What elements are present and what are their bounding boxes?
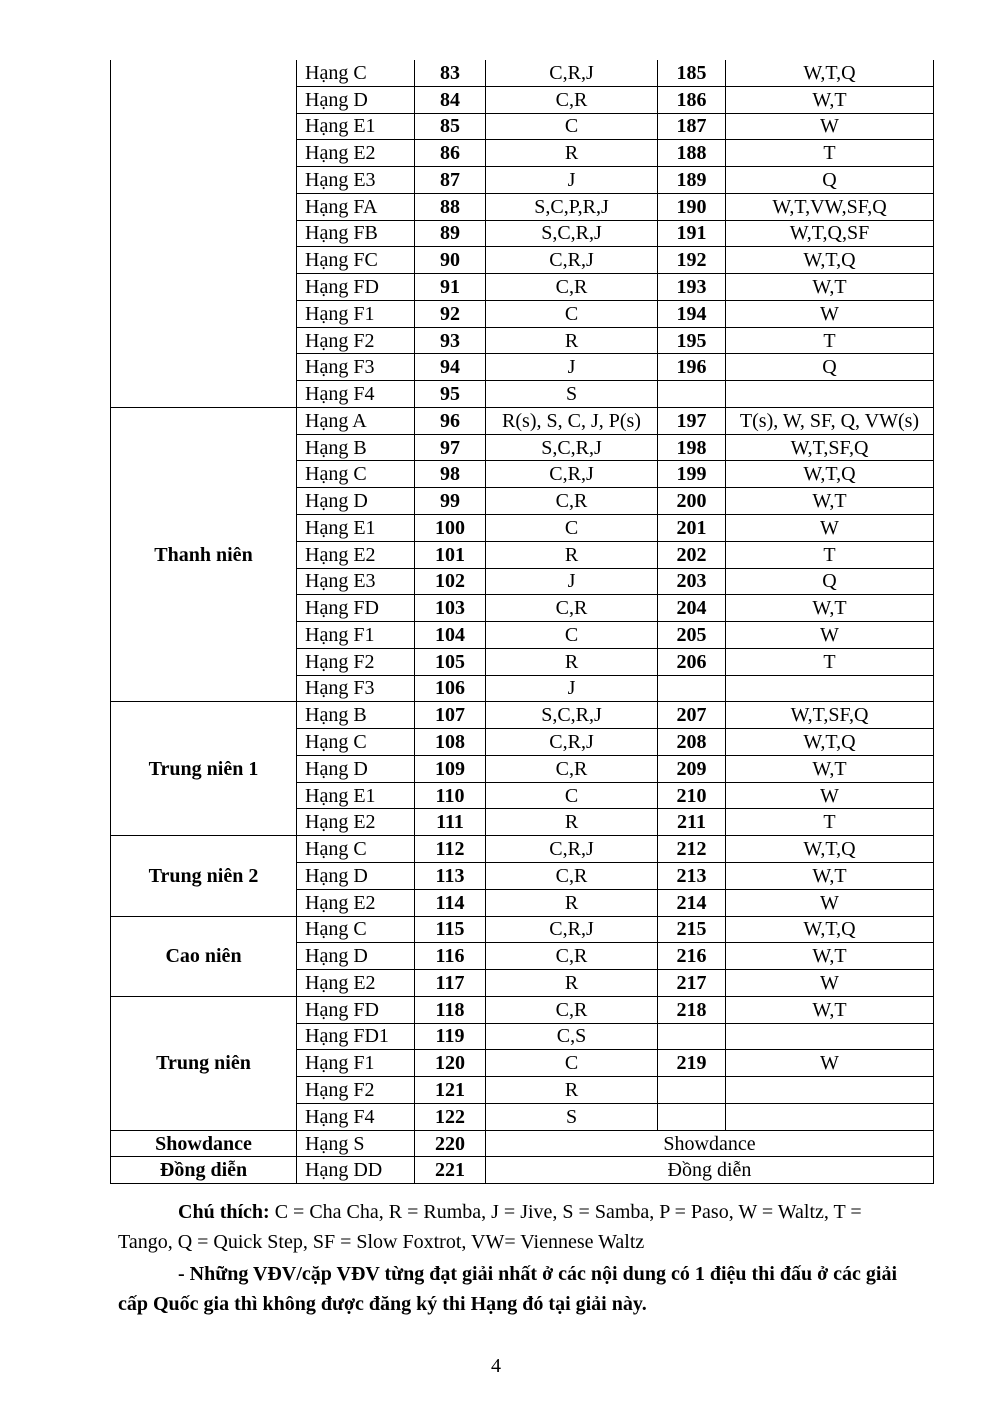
special-table-row bbox=[111, 1157, 934, 1184]
class-cell: Hạng D bbox=[297, 755, 415, 782]
standard-event-number: 197 bbox=[658, 407, 726, 434]
class-cell: Hạng F2 bbox=[297, 1077, 415, 1104]
class-cell: Hạng E2 bbox=[297, 140, 415, 167]
latin-event-number: 119 bbox=[415, 1023, 486, 1050]
latin-dances: C,R bbox=[486, 862, 658, 889]
class-cell: Hạng F1 bbox=[297, 1050, 415, 1077]
standard-event-number: 190 bbox=[658, 193, 726, 220]
latin-event-number: 101 bbox=[415, 541, 486, 568]
class-cell: Hạng F2 bbox=[297, 327, 415, 354]
latin-event-number: 104 bbox=[415, 622, 486, 649]
latin-dances: C,R bbox=[486, 996, 658, 1023]
latin-event-number: 92 bbox=[415, 300, 486, 327]
standard-dances: W bbox=[726, 622, 934, 649]
standard-event-number: 193 bbox=[658, 274, 726, 301]
latin-dances: S bbox=[486, 381, 658, 408]
age-group-cell: Trung niên bbox=[111, 996, 297, 1130]
standard-event-number: 187 bbox=[658, 113, 726, 140]
standard-event-number: 216 bbox=[658, 943, 726, 970]
standard-dances: T bbox=[726, 140, 934, 167]
class-cell: Hạng FD bbox=[297, 996, 415, 1023]
table-row bbox=[111, 916, 934, 943]
latin-dances: S,C,R,J bbox=[486, 220, 658, 247]
standard-dances bbox=[726, 1077, 934, 1104]
standard-dances: W,T,Q bbox=[726, 916, 934, 943]
latin-event-number: 106 bbox=[415, 675, 486, 702]
standard-event-number: 217 bbox=[658, 970, 726, 997]
class-cell: Hạng FD1 bbox=[297, 1023, 415, 1050]
competition-table-body bbox=[111, 60, 934, 1184]
latin-event-number: 85 bbox=[415, 113, 486, 140]
latin-event-number: 97 bbox=[415, 434, 486, 461]
latin-event-number: 105 bbox=[415, 648, 486, 675]
latin-event-number: 117 bbox=[415, 970, 486, 997]
standard-event-number: 196 bbox=[658, 354, 726, 381]
latin-event-number: 93 bbox=[415, 327, 486, 354]
latin-dances: S,C,R,J bbox=[486, 434, 658, 461]
standard-event-number: 209 bbox=[658, 755, 726, 782]
event-description: Đồng diễn bbox=[486, 1157, 934, 1184]
latin-dances: J bbox=[486, 167, 658, 194]
latin-dances: C bbox=[486, 515, 658, 542]
latin-dances: R bbox=[486, 648, 658, 675]
legend-label: Chú thích: bbox=[178, 1201, 270, 1223]
latin-event-number: 90 bbox=[415, 247, 486, 274]
class-cell: Hạng D bbox=[297, 488, 415, 515]
table-row bbox=[111, 702, 934, 729]
latin-dances: J bbox=[486, 354, 658, 381]
latin-event-number: 120 bbox=[415, 1050, 486, 1077]
standard-event-number bbox=[658, 1077, 726, 1104]
standard-dances: Q bbox=[726, 354, 934, 381]
standard-dances: W bbox=[726, 782, 934, 809]
age-group-cell: Thanh niên bbox=[111, 407, 297, 701]
latin-dances: R bbox=[486, 809, 658, 836]
standard-event-number: 205 bbox=[658, 622, 726, 649]
class-cell: Hạng E1 bbox=[297, 782, 415, 809]
latin-dances: C,R,J bbox=[486, 247, 658, 274]
standard-event-number bbox=[658, 381, 726, 408]
special-category-cell: Đồng diễn bbox=[111, 1157, 297, 1184]
latin-dances: C bbox=[486, 300, 658, 327]
class-cell: Hạng E1 bbox=[297, 113, 415, 140]
latin-dances: C,R bbox=[486, 86, 658, 113]
legend-text: C = Cha Cha, R = Rumba, J = Jive, S = Samba, P = Paso, W = Waltz, T = Tango, Q = Quick Step, SF = Slow Foxtrot, VW= Viennese Waltz bbox=[118, 1201, 862, 1253]
latin-dances: S bbox=[486, 1103, 658, 1130]
class-cell: Hạng E3 bbox=[297, 568, 415, 595]
class-cell: Hạng B bbox=[297, 434, 415, 461]
standard-dances: W,T,SF,Q bbox=[726, 702, 934, 729]
class-cell: Hạng F4 bbox=[297, 381, 415, 408]
class-cell: Hạng FD bbox=[297, 274, 415, 301]
standard-event-number: 203 bbox=[658, 568, 726, 595]
standard-dances: W,T bbox=[726, 488, 934, 515]
class-cell: Hạng C bbox=[297, 461, 415, 488]
latin-dances: C,R bbox=[486, 274, 658, 301]
latin-dances: C,R,J bbox=[486, 836, 658, 863]
standard-dances: W,T,Q bbox=[726, 461, 934, 488]
class-cell: Hạng E2 bbox=[297, 809, 415, 836]
standard-event-number: 192 bbox=[658, 247, 726, 274]
legend-note bbox=[118, 1197, 918, 1257]
standard-event-number: 198 bbox=[658, 434, 726, 461]
page-number: 4 bbox=[491, 1355, 501, 1377]
special-table-row bbox=[111, 1130, 934, 1157]
standard-dances: T bbox=[726, 809, 934, 836]
latin-dances: J bbox=[486, 675, 658, 702]
standard-event-number bbox=[658, 675, 726, 702]
latin-event-number: 112 bbox=[415, 836, 486, 863]
latin-dances: R bbox=[486, 140, 658, 167]
latin-event-number: 83 bbox=[415, 60, 486, 86]
standard-event-number: 212 bbox=[658, 836, 726, 863]
latin-event-number: 113 bbox=[415, 862, 486, 889]
standard-dances: W bbox=[726, 300, 934, 327]
latin-event-number: 118 bbox=[415, 996, 486, 1023]
standard-dances bbox=[726, 1023, 934, 1050]
standard-event-number: 213 bbox=[658, 862, 726, 889]
standard-dances bbox=[726, 1103, 934, 1130]
standard-event-number: 211 bbox=[658, 809, 726, 836]
standard-event-number: 214 bbox=[658, 889, 726, 916]
latin-dances: C,R bbox=[486, 488, 658, 515]
class-cell: Hạng F1 bbox=[297, 300, 415, 327]
standard-dances: W,T bbox=[726, 274, 934, 301]
class-cell: Hạng F3 bbox=[297, 354, 415, 381]
standard-dances: Q bbox=[726, 167, 934, 194]
age-group-cell: Cao niên bbox=[111, 916, 297, 996]
standard-event-number: 186 bbox=[658, 86, 726, 113]
latin-event-number: 121 bbox=[415, 1077, 486, 1104]
standard-event-number: 195 bbox=[658, 327, 726, 354]
class-cell: Hạng C bbox=[297, 60, 415, 86]
class-cell: Hạng F2 bbox=[297, 648, 415, 675]
latin-dances: C,R,J bbox=[486, 60, 658, 86]
latin-dances: R(s), S, C, J, P(s) bbox=[486, 407, 658, 434]
event-number: 220 bbox=[415, 1130, 486, 1157]
class-cell: Hạng D bbox=[297, 862, 415, 889]
standard-dances: W,T,Q,SF bbox=[726, 220, 934, 247]
class-cell: Hạng C bbox=[297, 836, 415, 863]
class-cell: Hạng D bbox=[297, 943, 415, 970]
latin-dances: R bbox=[486, 327, 658, 354]
latin-event-number: 87 bbox=[415, 167, 486, 194]
standard-event-number: 189 bbox=[658, 167, 726, 194]
latin-event-number: 94 bbox=[415, 354, 486, 381]
latin-dances: C,R bbox=[486, 595, 658, 622]
standard-dances: W bbox=[726, 1050, 934, 1077]
latin-event-number: 99 bbox=[415, 488, 486, 515]
standard-event-number: 185 bbox=[658, 60, 726, 86]
standard-dances: T bbox=[726, 327, 934, 354]
latin-event-number: 115 bbox=[415, 916, 486, 943]
latin-event-number: 111 bbox=[415, 809, 486, 836]
age-group-cell: Trung niên 1 bbox=[111, 702, 297, 836]
standard-event-number: 188 bbox=[658, 140, 726, 167]
latin-dances: C,R bbox=[486, 755, 658, 782]
standard-event-number: 202 bbox=[658, 541, 726, 568]
class-cell: Hạng F4 bbox=[297, 1103, 415, 1130]
latin-dances: R bbox=[486, 970, 658, 997]
class-cell: Hạng F1 bbox=[297, 622, 415, 649]
event-description: Showdance bbox=[486, 1130, 934, 1157]
latin-dances: C,S bbox=[486, 1023, 658, 1050]
standard-event-number bbox=[658, 1103, 726, 1130]
class-cell: Hạng E2 bbox=[297, 970, 415, 997]
latin-dances: C bbox=[486, 1050, 658, 1077]
standard-event-number: 194 bbox=[658, 300, 726, 327]
standard-dances: W bbox=[726, 113, 934, 140]
age-group-cell bbox=[111, 60, 297, 407]
class-cell: Hạng FC bbox=[297, 247, 415, 274]
latin-dances: C,R,J bbox=[486, 461, 658, 488]
rule-note: - Những VĐV/cặp VĐV từng đạt giải nhất ở các nội dung có 1 điệu thi đấu ở các giải cấp Quốc gia thì không được đăng ký thi Hạng đó tại giải này. bbox=[118, 1263, 898, 1315]
standard-dances bbox=[726, 381, 934, 408]
standard-event-number: 200 bbox=[658, 488, 726, 515]
standard-dances: T bbox=[726, 648, 934, 675]
standard-dances: W,T bbox=[726, 943, 934, 970]
latin-event-number: 122 bbox=[415, 1103, 486, 1130]
standard-dances: W,T bbox=[726, 86, 934, 113]
class-cell: Hạng FB bbox=[297, 220, 415, 247]
latin-event-number: 110 bbox=[415, 782, 486, 809]
class-cell: Hạng C bbox=[297, 729, 415, 756]
latin-dances: R bbox=[486, 889, 658, 916]
latin-dances: R bbox=[486, 541, 658, 568]
table-row bbox=[111, 996, 934, 1023]
latin-dances: S,C,P,R,J bbox=[486, 193, 658, 220]
latin-event-number: 95 bbox=[415, 381, 486, 408]
class-cell: Hạng E1 bbox=[297, 515, 415, 542]
latin-event-number: 96 bbox=[415, 407, 486, 434]
special-category-cell: Showdance bbox=[111, 1130, 297, 1157]
standard-event-number: 207 bbox=[658, 702, 726, 729]
competition-table bbox=[110, 60, 934, 1184]
standard-dances: W,T,VW,SF,Q bbox=[726, 193, 934, 220]
standard-dances: T(s), W, SF, Q, VW(s) bbox=[726, 407, 934, 434]
standard-dances: W,T,Q bbox=[726, 729, 934, 756]
class-cell: Hạng DD bbox=[297, 1157, 415, 1184]
latin-event-number: 88 bbox=[415, 193, 486, 220]
latin-event-number: 86 bbox=[415, 140, 486, 167]
standard-event-number bbox=[658, 1023, 726, 1050]
standard-event-number: 204 bbox=[658, 595, 726, 622]
standard-event-number: 218 bbox=[658, 996, 726, 1023]
standard-dances: W bbox=[726, 889, 934, 916]
latin-event-number: 108 bbox=[415, 729, 486, 756]
class-cell: Hạng F3 bbox=[297, 675, 415, 702]
standard-dances bbox=[726, 675, 934, 702]
class-cell: Hạng E2 bbox=[297, 889, 415, 916]
latin-dances: S,C,R,J bbox=[486, 702, 658, 729]
class-cell: Hạng D bbox=[297, 86, 415, 113]
standard-event-number: 208 bbox=[658, 729, 726, 756]
class-cell: Hạng E2 bbox=[297, 541, 415, 568]
table-row bbox=[111, 60, 934, 86]
standard-event-number: 201 bbox=[658, 515, 726, 542]
standard-event-number: 206 bbox=[658, 648, 726, 675]
latin-dances: R bbox=[486, 1077, 658, 1104]
latin-dances: C,R bbox=[486, 943, 658, 970]
standard-event-number: 219 bbox=[658, 1050, 726, 1077]
standard-dances: W,T bbox=[726, 755, 934, 782]
class-cell: Hạng FA bbox=[297, 193, 415, 220]
standard-event-number: 199 bbox=[658, 461, 726, 488]
latin-event-number: 107 bbox=[415, 702, 486, 729]
class-cell: Hạng C bbox=[297, 916, 415, 943]
latin-event-number: 100 bbox=[415, 515, 486, 542]
standard-dances: W,T,Q bbox=[726, 247, 934, 274]
latin-event-number: 102 bbox=[415, 568, 486, 595]
standard-event-number: 210 bbox=[658, 782, 726, 809]
latin-dances: C,R,J bbox=[486, 729, 658, 756]
event-number: 221 bbox=[415, 1157, 486, 1184]
latin-event-number: 89 bbox=[415, 220, 486, 247]
class-cell: Hạng E3 bbox=[297, 167, 415, 194]
latin-event-number: 98 bbox=[415, 461, 486, 488]
class-cell: Hạng B bbox=[297, 702, 415, 729]
standard-dances: W,T bbox=[726, 862, 934, 889]
standard-dances: W,T,Q bbox=[726, 60, 934, 86]
class-cell: Hạng FD bbox=[297, 595, 415, 622]
latin-dances: C bbox=[486, 782, 658, 809]
age-group-cell: Trung niên 2 bbox=[111, 836, 297, 916]
latin-dances: J bbox=[486, 568, 658, 595]
latin-dances: C bbox=[486, 113, 658, 140]
standard-dances: W,T,SF,Q bbox=[726, 434, 934, 461]
latin-event-number: 91 bbox=[415, 274, 486, 301]
standard-event-number: 191 bbox=[658, 220, 726, 247]
latin-event-number: 109 bbox=[415, 755, 486, 782]
standard-event-number: 215 bbox=[658, 916, 726, 943]
latin-dances: C,R,J bbox=[486, 916, 658, 943]
standard-dances: W,T,Q bbox=[726, 836, 934, 863]
latin-event-number: 114 bbox=[415, 889, 486, 916]
standard-dances: T bbox=[726, 541, 934, 568]
latin-event-number: 103 bbox=[415, 595, 486, 622]
class-cell: Hạng A bbox=[297, 407, 415, 434]
standard-dances: W bbox=[726, 970, 934, 997]
latin-dances: C bbox=[486, 622, 658, 649]
standard-dances: Q bbox=[726, 568, 934, 595]
table-row bbox=[111, 836, 934, 863]
standard-dances: W,T bbox=[726, 996, 934, 1023]
standard-dances: W bbox=[726, 515, 934, 542]
class-cell: Hạng S bbox=[297, 1130, 415, 1157]
latin-event-number: 84 bbox=[415, 86, 486, 113]
table-row bbox=[111, 407, 934, 434]
latin-event-number: 116 bbox=[415, 943, 486, 970]
standard-dances: W,T bbox=[726, 595, 934, 622]
